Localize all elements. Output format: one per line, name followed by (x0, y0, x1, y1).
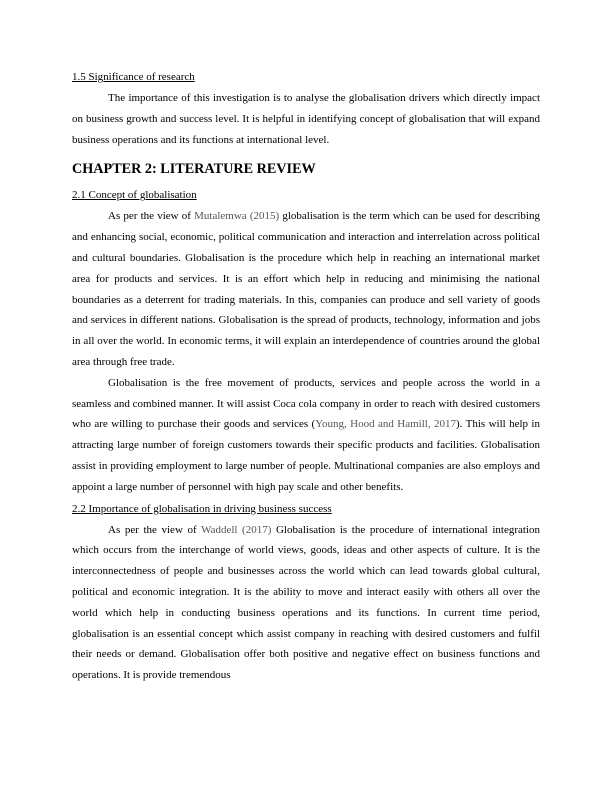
section-1-5-heading: 1.5 Significance of research (72, 71, 195, 83)
text-segment: globalisation is the term which can be used for describing and enhancing social, economic, political communication and interaction and interrelation across political and cultural boundaries. Globalisation is the procedure which help in reaching an international market area for products and services. It is an effort which help in reducing and minimising the national boundaries as a deterrent for trading materials. In this, companies can produce and sell variety of goods and services in different nations. Globalisation is the spread of products, technology, information and jobs in all over the world. In economic terms, it will explain an interdependence of countries around the global area through free trade. (72, 210, 540, 368)
section-2-2-paragraph-1 (72, 520, 540, 686)
section-2-1-paragraph-1 (72, 206, 540, 372)
text-segment: Globalisation is the procedure of international integration which occurs from the interchange of world views, goods, ideas and other aspects of culture. It is the interconnectedness of people and businesses across the world which can lead towards global cultural, political and economic integration. It is the ability to move and interact easily with others all over the world which help in conducting business operations and its functions. In current time period, globalisation is an essential concept which assist company in reaching with desired customers and fulfil their needs or demand. Globalisation offer both positive and negative effect on business functions and operations. It is provide tremendous (72, 523, 540, 682)
section-2-1-heading: 2.1 Concept of globalisation (72, 189, 197, 202)
text-segment: Globalisation is the free movement of products, services and people across the world in a seamless and combined manner. It will assist Coca cola company in order to reach with desired customers who are willing to purchase their goods and services ( (72, 376, 540, 431)
document-page (72, 70, 540, 686)
citation: Waddell (2017) (201, 523, 272, 536)
citation: Young, Hood and Hamill, 2017 (315, 418, 456, 431)
text-segment: As per the view of (108, 210, 195, 223)
citation: Mutalemwa (2015) (194, 210, 280, 223)
section-2-2-heading: 2.2 Importance of globalisation in driving business success (72, 502, 332, 515)
section-1-5-paragraph: The importance of this investigation is to analyse the globalisation drivers which directly impact on business growth and success level. It is helpful in identifying concept of globalisation that will expand business operations and its functions at international level. (72, 92, 540, 146)
chapter-2-title: CHAPTER 2: LITERATURE REVIEW (72, 161, 316, 178)
text-segment: As per the view of (108, 523, 202, 536)
section-2-1-paragraph-2 (72, 373, 540, 498)
text-segment: ). This will help in attracting large number of foreign customers towards their specific products and facilities. Globalisation assist in providing employment to large number of people. Multinational companies are also employs and appoint a large number of personnel with high pay scale and other benefits. (72, 418, 540, 493)
